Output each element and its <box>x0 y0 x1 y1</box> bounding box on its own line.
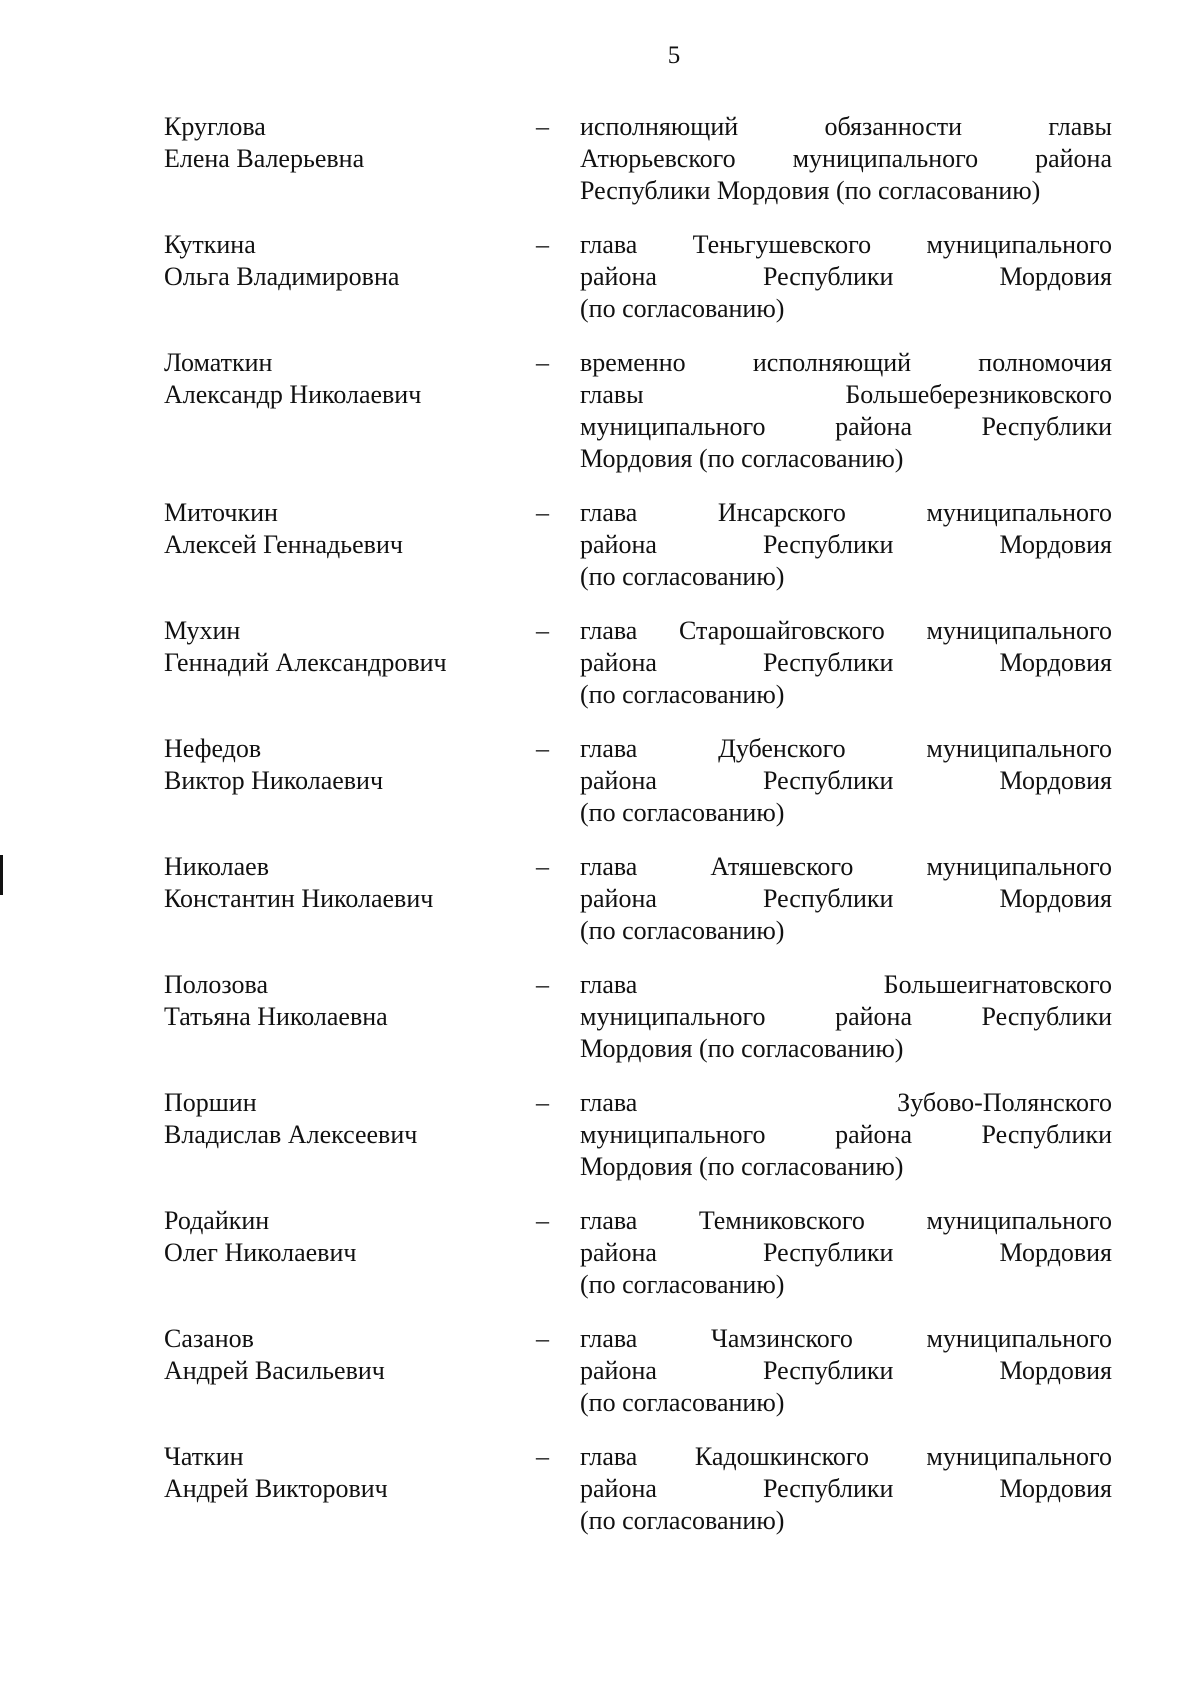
position-line: Мордовия (по согласованию) <box>580 444 904 473</box>
member-entry <box>164 969 1112 1065</box>
position-line: района Республики Мордовия <box>580 530 1112 559</box>
member-given-names: Ольга Владимировна <box>164 262 400 291</box>
entry-dash: – <box>536 970 549 999</box>
member-given-names: Александр Николаевич <box>164 380 422 409</box>
position-line: района Республики Мордовия <box>580 1356 1112 1385</box>
entry-dash: – <box>536 348 549 377</box>
member-given-names: Татьяна Николаевна <box>164 1002 388 1031</box>
member-given-names: Андрей Васильевич <box>164 1356 385 1385</box>
entry-dash: – <box>536 1442 549 1471</box>
position-line: глава Темниковского муниципального <box>580 1206 1112 1235</box>
position-line: района Республики Мордовия <box>580 766 1112 795</box>
position-line: района Республики Мордовия <box>580 648 1112 677</box>
member-position <box>580 1441 1112 1537</box>
member-position <box>580 969 1112 1065</box>
position-line: муниципального района Республики <box>580 1002 1112 1031</box>
member-position <box>580 1323 1112 1419</box>
member-given-names: Елена Валерьевна <box>164 144 365 173</box>
member-surname: Николаев <box>164 852 269 881</box>
position-line: (по согласованию) <box>580 798 785 827</box>
position-line: (по согласованию) <box>580 916 785 945</box>
entry-dash: – <box>536 498 549 527</box>
position-line: главы Большеберезниковского <box>580 380 1112 409</box>
member-entry <box>164 615 1112 711</box>
member-given-names: Константин Николаевич <box>164 884 434 913</box>
member-surname: Миточкин <box>164 498 278 527</box>
position-line: глава Атяшевского муниципального <box>580 852 1112 881</box>
entry-dash: – <box>536 1324 549 1353</box>
position-line: муниципального района Республики <box>580 1120 1112 1149</box>
member-surname: Нефедов <box>164 734 262 763</box>
member-entry <box>164 1323 1112 1419</box>
member-name <box>164 1323 534 1419</box>
member-name <box>164 1205 534 1301</box>
position-line: Республики Мордовия (по согласованию) <box>580 176 1041 205</box>
member-given-names: Алексей Геннадьевич <box>164 530 403 559</box>
member-entry <box>164 851 1112 947</box>
member-name <box>164 1087 534 1183</box>
position-line: района Республики Мордовия <box>580 262 1112 291</box>
position-line: района Республики Мордовия <box>580 1238 1112 1267</box>
member-entry <box>164 1205 1112 1301</box>
member-position <box>580 347 1112 475</box>
member-given-names: Виктор Николаевич <box>164 766 384 795</box>
entry-dash: – <box>536 1206 549 1235</box>
member-name <box>164 615 534 711</box>
member-position <box>580 615 1112 711</box>
member-name <box>164 851 534 947</box>
member-surname: Куткина <box>164 230 256 259</box>
member-list <box>164 111 1112 1559</box>
position-line: временно исполняющий полномочия <box>580 348 1112 377</box>
entry-dash: – <box>536 616 549 645</box>
member-entry <box>164 347 1112 475</box>
member-name <box>164 229 534 325</box>
position-line: исполняющий обязанности главы <box>580 112 1112 141</box>
entry-dash: – <box>536 230 549 259</box>
position-line: (по согласованию) <box>580 562 785 591</box>
member-name <box>164 969 534 1065</box>
member-position <box>580 229 1112 325</box>
position-line: Мордовия (по согласованию) <box>580 1152 904 1181</box>
member-surname: Чаткин <box>164 1442 244 1471</box>
position-line: (по согласованию) <box>580 1388 785 1417</box>
position-line: (по согласованию) <box>580 1270 785 1299</box>
position-line: муниципального района Республики <box>580 412 1112 441</box>
position-line: глава Инсарского муниципального <box>580 498 1112 527</box>
member-given-names: Олег Николаевич <box>164 1238 357 1267</box>
entry-dash: – <box>536 112 549 141</box>
position-line: глава Теньгушевского муниципального <box>580 230 1112 259</box>
member-given-names: Андрей Викторович <box>164 1474 388 1503</box>
member-name <box>164 347 534 475</box>
member-entry <box>164 1441 1112 1537</box>
member-surname: Сазанов <box>164 1324 254 1353</box>
member-position <box>580 497 1112 593</box>
position-line: (по согласованию) <box>580 294 785 323</box>
member-surname: Круглова <box>164 112 266 141</box>
member-entry <box>164 497 1112 593</box>
position-line: Мордовия (по согласованию) <box>580 1034 904 1063</box>
position-line: (по согласованию) <box>580 680 785 709</box>
entry-dash: – <box>536 852 549 881</box>
member-surname: Ломаткин <box>164 348 273 377</box>
entry-dash: – <box>536 734 549 763</box>
member-position <box>580 851 1112 947</box>
page-number: 5 <box>667 42 681 69</box>
member-entry <box>164 229 1112 325</box>
member-surname: Родайкин <box>164 1206 270 1235</box>
member-name <box>164 111 534 207</box>
position-line: глава Кадошкинского муниципального <box>580 1442 1112 1471</box>
position-line: Атюрьевского муниципального района <box>580 144 1112 173</box>
member-given-names: Геннадий Александрович <box>164 648 447 677</box>
member-given-names: Владислав Алексеевич <box>164 1120 418 1149</box>
member-name <box>164 1441 534 1537</box>
position-line: глава Дубенского муниципального <box>580 734 1112 763</box>
member-surname: Полозова <box>164 970 268 999</box>
member-name <box>164 497 534 593</box>
position-line: района Республики Мордовия <box>580 1474 1112 1503</box>
position-line: (по согласованию) <box>580 1506 785 1535</box>
member-name <box>164 733 534 829</box>
member-position <box>580 111 1112 207</box>
member-entry <box>164 111 1112 207</box>
position-line: глава Чамзинского муниципального <box>580 1324 1112 1353</box>
position-line: глава Зубово-Полянского <box>580 1088 1112 1117</box>
member-position <box>580 733 1112 829</box>
position-line: района Республики Мордовия <box>580 884 1112 913</box>
entry-dash: – <box>536 1088 549 1117</box>
position-line: глава Большеигнатовского <box>580 970 1112 999</box>
scan-edge-mark <box>0 855 3 895</box>
member-surname: Поршин <box>164 1088 257 1117</box>
member-entry <box>164 1087 1112 1183</box>
member-surname: Мухин <box>164 616 241 645</box>
member-entry <box>164 733 1112 829</box>
member-position <box>580 1087 1112 1183</box>
position-line: глава Старошайговского муниципального <box>580 616 1112 645</box>
member-position <box>580 1205 1112 1301</box>
